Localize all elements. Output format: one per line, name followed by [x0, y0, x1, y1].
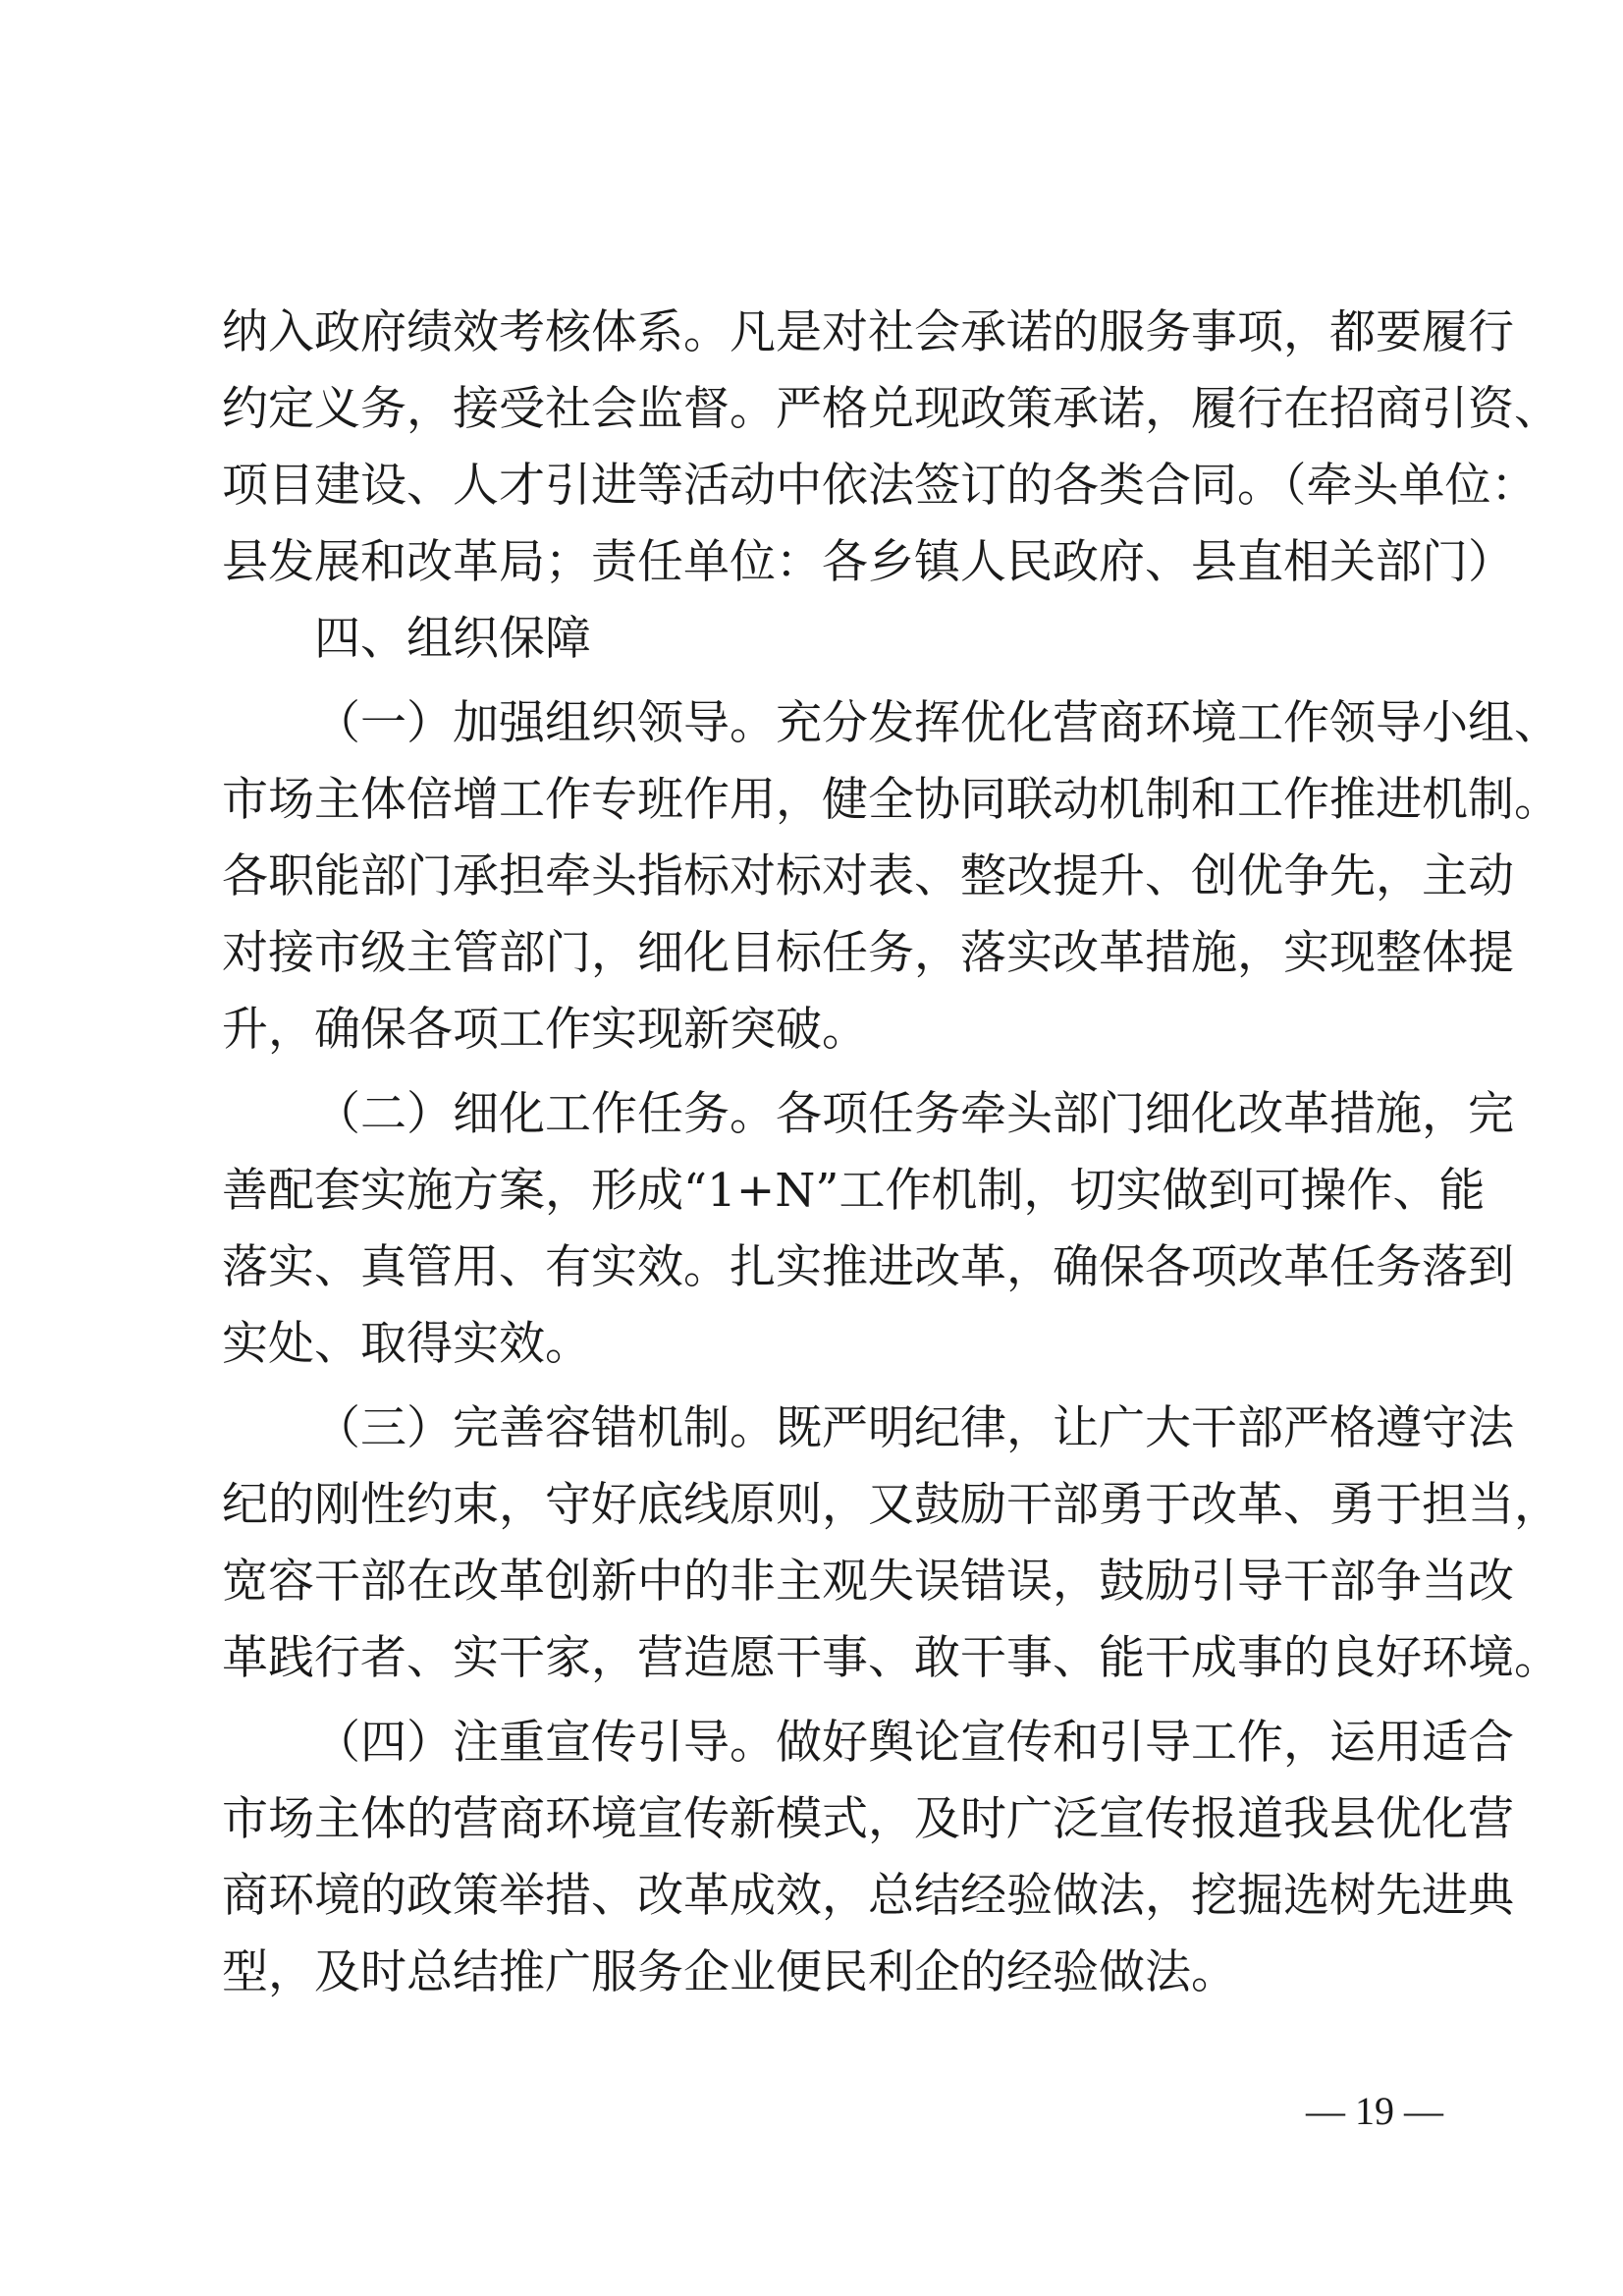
- text-line: 实处、取得实效。: [222, 1317, 591, 1371]
- text-line: 落实、真管用、有实效。扎实推进改革，确保各项改革任务落到: [222, 1240, 1514, 1294]
- paragraph-fault-tolerance: [222, 1391, 1560, 1697]
- text-line: 纪的刚性约束，守好底线原则，又鼓励干部勇于改革、勇于担当，: [222, 1478, 1560, 1532]
- text-line: （一）加强组织领导。充分发挥优化营商环境工作领导小组、: [314, 696, 1560, 750]
- text-line: 各职能部门承担牵头指标对标对表、整改提升、创优争先，主动: [222, 849, 1514, 903]
- document-body: [222, 295, 1560, 2011]
- text-line: 纳入政府绩效考核体系。凡是对社会承诺的服务事项，都要履行: [222, 305, 1514, 359]
- text-line: 市场主体的营商环境宣传新模式，及时广泛宣传报道我县优化营: [222, 1792, 1514, 1846]
- text-line: 商环境的政策举措、改革成效，总结经验做法，挖掘选树先进典: [222, 1869, 1514, 1923]
- text-line: 县发展和改革局；责任单位：各乡镇人民政府、县直相关部门）: [222, 535, 1514, 589]
- text-line: 型，及时总结推广服务企业便民利企的经验做法。: [222, 1945, 1237, 1999]
- text-line: 市场主体倍增工作专班作用，健全协同联动机制和工作推进机制。: [222, 773, 1560, 827]
- text-line: （三）完善容错机制。既严明纪律，让广大干部严格遵守法: [314, 1401, 1514, 1455]
- text-line: 对接市级主管部门，细化目标任务，落实改革措施，实现整体提: [222, 926, 1514, 980]
- paragraph-organization-leadership: [222, 685, 1560, 1068]
- text-line: （二）细化工作任务。各项任务牵头部门细化改革措施，完: [314, 1087, 1514, 1141]
- text-line: 宽容干部在改革创新中的非主观失误错误，鼓励引导干部争当改: [222, 1555, 1514, 1609]
- text-line: （四）注重宣传引导。做好舆论宣传和引导工作，运用适合: [314, 1716, 1514, 1770]
- paragraph-refine-tasks: [222, 1076, 1514, 1383]
- paragraph-publicity: [222, 1705, 1514, 2011]
- text-line: 升，确保各项工作实现新突破。: [222, 1003, 868, 1057]
- text-line: 革践行者、实干家，营造愿干事、敢干事、能干成事的良好环境。: [222, 1631, 1560, 1685]
- section-heading: 四、组织保障: [314, 612, 591, 666]
- page-number: — 19 —: [1306, 2089, 1443, 2133]
- text-line: 约定义务，接受社会监督。严格兑现政策承诺，履行在招商引资、: [222, 382, 1560, 436]
- text-line: 善配套实施方案，形成“1+N”工作机制，切实做到可操作、能: [222, 1164, 1486, 1218]
- text-line: 项目建设、人才引进等活动中依法签订的各类合同。（牵头单位：: [222, 459, 1538, 513]
- continuation-paragraph: [222, 295, 1560, 601]
